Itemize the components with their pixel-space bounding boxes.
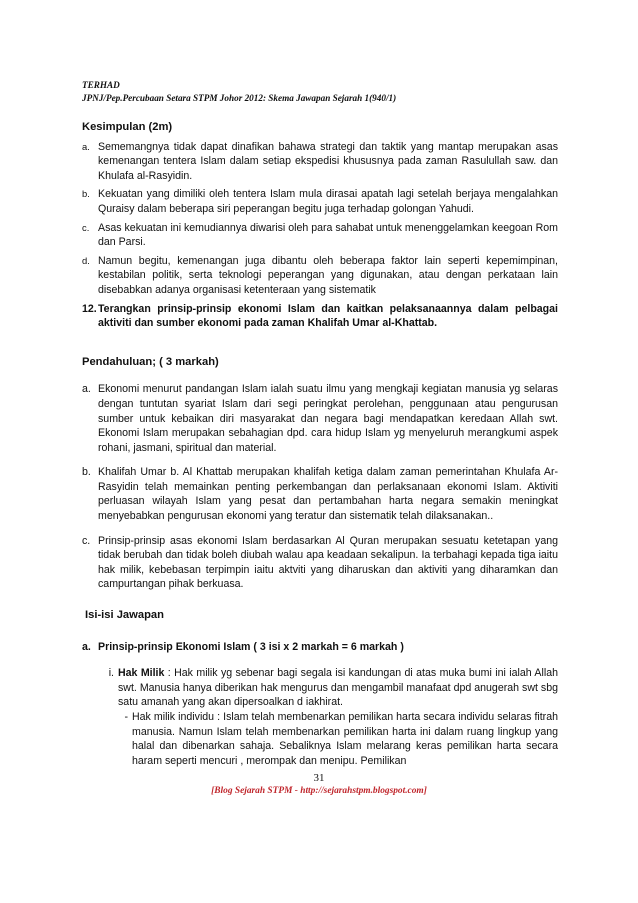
list-item — [82, 534, 558, 592]
item-marker: d. — [82, 254, 90, 266]
point-marker: i. — [108, 667, 114, 680]
item-text: Namun begitu, kemenangan juga dibantu oleh beberapa faktor lain seperti kepemimpinan, kestabilan politik, serta teknologi peperangan yang digunakan, atau dengan perkataan lain disebabkan adanya organisasi ketenteraan yang sistematik — [98, 254, 558, 296]
list-item — [82, 382, 558, 455]
kesimpulan-list — [82, 140, 558, 298]
dash-marker: - — [124, 711, 128, 723]
dash-text: Hak milik individu : Islam telah membenarkan pemilikan harta secara individu selaras fitrah manusia. Namun Islam telah membenarkan pemilikan harta ini dalam ruang lingkup yang halal dan dibenarkan sahaja. Sebaliknya Islam melarang keras pemilikan harta secara haram seperti mencuri , merompak dan menipu. Pemilikan — [132, 711, 558, 767]
pendahuluan-list — [82, 382, 558, 592]
item-marker: a. — [82, 140, 90, 152]
list-item — [82, 254, 558, 298]
point-body — [118, 666, 558, 768]
point-text: : Hak milik yg sebenar bagi segala isi kandungan di atas muka bumi ini ialah Allah swt. Manusia hanya diberikan hak mengurus dan mengambil manafaat dpd anugerah swt sbg satu amanah yang akan dipersoalkan d iakhirat. — [118, 667, 558, 709]
isi-subsection-a — [82, 640, 558, 655]
item-text: Ekonomi menurut pandangan Islam ialah suatu ilmu yang mengkaji kegiatan manusia yg selaras dengan tuntutan syariat Islam dari segi peringkat perolehan, penggunaan atau pengurusan sumber untuk kebaikan diri masyarakat dan negara bagi mendapatkan keredaan Allah swt. Ekonomi Islam merupakan sebahagian dpd. cara hidup Islam yg menyeluruh merangkumi aspek rohani, jasmani, spiritual dan material. — [98, 383, 558, 454]
item-marker: b. — [82, 466, 91, 479]
question-12 — [82, 302, 558, 331]
point-title: Hak Milik — [118, 667, 165, 680]
item-text: Khalifah Umar b. Al Khattab merupakan khalifah ketiga dalam zaman pemerintahan Khulafa Ar-Rasyidin telah memainkan penting perkembangan dan perlaksanaan ekonomi Islam. Aktiviti perluasan wilayah Islam yang pesat dan pertambahan harta negara semakin meningkat menyebabkan pengurusan ekonomi yang teratur dan sistematik telah dilaksanakan.. — [98, 466, 558, 523]
item-text: Sememangnya tidak dapat dinafikan bahawa strategi dan taktik yang mantap merupakan asas kemenangan tentera Islam dalam setiap ekspedisi khususnya pada zaman Rasulullah saw. dan Khulafa al-Rasyidin. — [98, 140, 558, 182]
document-header — [82, 79, 396, 105]
item-text: Prinsip-prinsip asas ekonomi Islam berdasarkan Al Quran merupakan sesuatu ketetapan yang tidak berubah dan tidak boleh diubah walau apa keadaan sekalipun. Ia terbahagi kepada tiga iaitu hak milik, kebebasan terpimpin iaitu aktviti yang diharuskan dan aktiviti yang diharamkan dan campurtangan pihak berkuasa. — [98, 534, 558, 591]
item-text: Kekuatan yang dimiliki oleh tentera Islam mula dirasai apatah lagi setelah berjaya mengalahkan Quraisy dalam beberapa siri peperangan begitu juga terhadap golongan Yahudi. — [98, 188, 558, 215]
isi-heading: Isi-isi Jawapan — [85, 609, 164, 622]
pendahuluan-heading: Pendahuluan; ( 3 markah) — [82, 355, 219, 368]
question-number: 12. — [82, 302, 97, 315]
dash-item — [118, 710, 558, 768]
header-title: JPNJ/Pep.Percubaan Setara STPM Johor 2012: Skema Jawapan Sejarah 1(940/1) — [82, 93, 397, 103]
document-body — [82, 120, 558, 768]
subsection-marker: a. — [82, 640, 91, 653]
question-text: Terangkan prinsip-prinsip ekonomi Islam dan kaitkan pelaksanaannya dalam pelbagai aktiviti dan sumber ekonomi pada zaman Khalifah Umar al-Khattab. — [98, 302, 558, 330]
subsection-heading: Prinsip-prinsip Ekonomi Islam ( 3 isi x 2 markah = 6 markah ) — [98, 640, 404, 653]
item-text: Asas kekuatan ini kemudiannya diwarisi oleh para sahabat untuk menenggelamkan keegoan Rom dan Parsi. — [98, 221, 558, 249]
item-marker: b. — [82, 188, 90, 200]
point-hak-milik — [98, 666, 558, 768]
list-item — [82, 465, 558, 523]
list-item — [82, 187, 558, 216]
footer-blog-link: [Blog Sejarah STPM - http://sejarahstpm.blogspot.com] — [211, 786, 427, 796]
list-item — [82, 140, 558, 184]
item-marker: a. — [82, 383, 91, 396]
kesimpulan-heading: Kesimpulan (2m) — [82, 121, 173, 133]
item-marker: c. — [82, 221, 90, 233]
list-item — [82, 221, 558, 250]
page-number: 31 — [313, 772, 325, 784]
header-classification: TERHAD — [82, 80, 120, 90]
item-marker: c. — [82, 534, 91, 547]
